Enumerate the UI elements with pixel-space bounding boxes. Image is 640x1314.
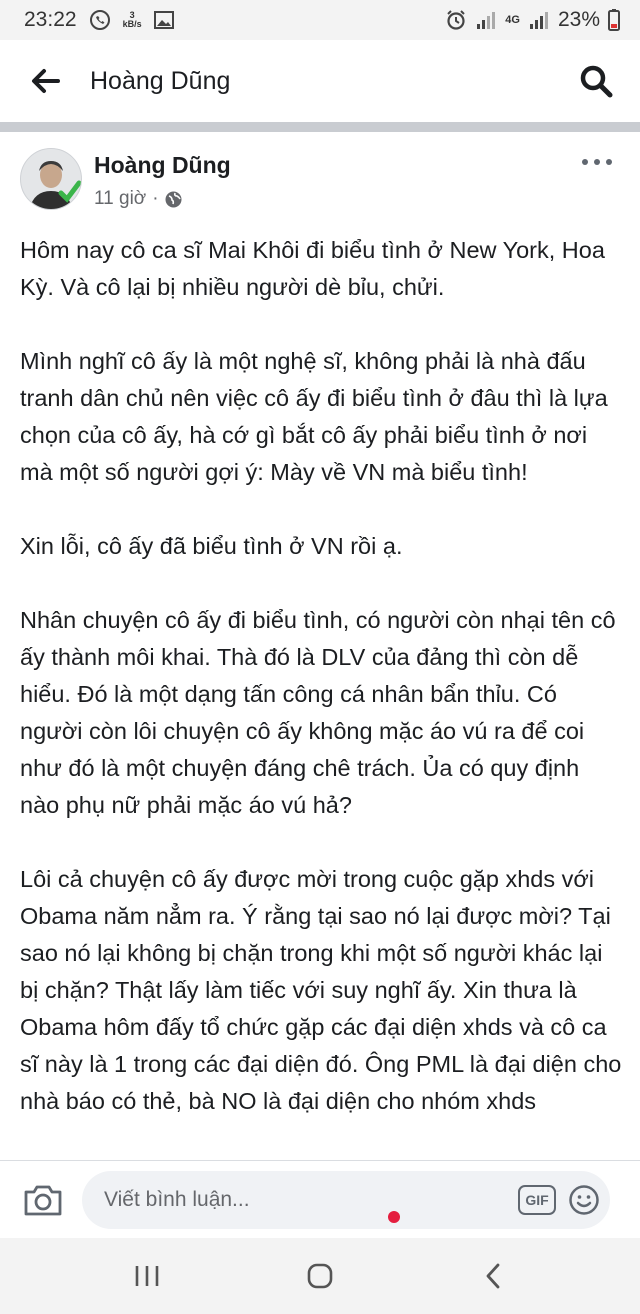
post-meta — [94, 188, 182, 210]
whatsapp-call-icon — [89, 9, 111, 31]
post-time[interactable]: 11 giờ — [94, 188, 147, 209]
back-icon — [484, 1262, 502, 1290]
status-right — [445, 8, 620, 32]
post-paragraph: Mình nghĩ cô ấy là một nghệ sĩ, không phải là nhà đấu tranh dân chủ nên việc cô ấy đi biểu tình ở đâu thì là lựa chọn của cô ấy, hà cớ gì bắt cô ấy phải biểu tình ở nơi mà một số người gợi ý: Mày về VN mà biểu tình! — [20, 348, 608, 485]
avatar[interactable] — [20, 148, 82, 210]
post-paragraph: Lôi cả chuyện cô ấy được mời trong cuộc gặp xhds với Obama năm nẳm ra. Ý rằng tại sao nó lại được mời? Tại sao nó lại không bị chặn trong khi một số người khác lại bị chặn? Thật lấy làm tiếc với suy nghĩ ấy. Xin thưa là Obama hôm đấy tổ chức gặp các đại diện xhds và cô ca sĩ này là 1 trong các đại diện đó. Ông PML là đại diện cho nhà báo có thẻ, bà NO là đại diện cho nhóm xhds — [20, 866, 622, 1114]
globe-icon — [165, 191, 182, 208]
emoji-icon[interactable] — [568, 1184, 600, 1216]
post-paragraph: Nhân chuyện cô ấy đi biểu tình, có người còn nhại tên cô ấy thành môi khai. Thà đó là DLV của đảng thì còn dễ hiểu. Đó là một dạng tấn công cá nhân bẩn thỉu. Có người còn lôi chuyện cô ấy không mặc áo vú ra để coi như đó là một chuyện đáng chê trách. Ủa có quy định nào phụ nữ phải mặc áo vú hả? — [20, 607, 616, 818]
back-arrow-icon — [30, 68, 60, 94]
search-icon — [579, 64, 613, 98]
signal-icon — [475, 10, 497, 30]
home-icon — [306, 1262, 334, 1290]
system-nav-bar — [0, 1238, 640, 1314]
status-time: 23:22 — [24, 8, 77, 31]
camera-icon — [23, 1183, 63, 1217]
page-title: Hoàng Dũng — [90, 66, 231, 95]
post-body — [20, 232, 624, 1160]
meta-separator: · — [152, 188, 159, 209]
alarm-icon — [445, 9, 467, 31]
nav-back-button[interactable] — [463, 1251, 523, 1301]
data-rate — [123, 11, 142, 29]
comment-bar — [0, 1160, 640, 1238]
recent-apps-button[interactable] — [117, 1251, 177, 1301]
post-paragraph: Xin lỗi, cô ấy đã biểu tình ở VN rồi ạ. — [20, 533, 403, 559]
post-header — [0, 132, 640, 232]
camera-button[interactable] — [20, 1177, 66, 1223]
gif-button[interactable]: GIF — [518, 1185, 556, 1215]
home-button[interactable] — [290, 1251, 350, 1301]
more-dot — [582, 159, 588, 165]
battery-percent: 23% — [557, 8, 600, 31]
search-button[interactable] — [576, 61, 616, 101]
section-divider — [0, 122, 640, 132]
back-button[interactable] — [28, 64, 62, 98]
more-dot — [594, 159, 600, 165]
data-rate-unit: kB/s — [122, 19, 142, 29]
more-dot — [606, 159, 612, 165]
battery-icon — [608, 9, 620, 31]
data-rate-value: 3 — [129, 10, 135, 20]
recent-apps-icon — [134, 1264, 160, 1288]
status-bar — [0, 0, 640, 40]
image-icon — [154, 11, 174, 29]
network-type: 4G — [505, 13, 520, 26]
status-left — [24, 8, 174, 32]
comment-placeholder: Viết bình luận... — [104, 1187, 250, 1211]
signal-icon-2 — [528, 10, 550, 30]
comment-input[interactable] — [82, 1171, 610, 1229]
more-options-button[interactable] — [582, 152, 612, 172]
app-bar — [0, 40, 640, 122]
author-name[interactable]: Hoàng Dũng — [94, 152, 231, 178]
notification-dot — [388, 1211, 400, 1223]
post-paragraph: Hôm nay cô ca sĩ Mai Khôi đi biểu tình ở New York, Hoa Kỳ. Và cô lại bị nhiều người dè bỉu, chửi. — [20, 237, 605, 300]
